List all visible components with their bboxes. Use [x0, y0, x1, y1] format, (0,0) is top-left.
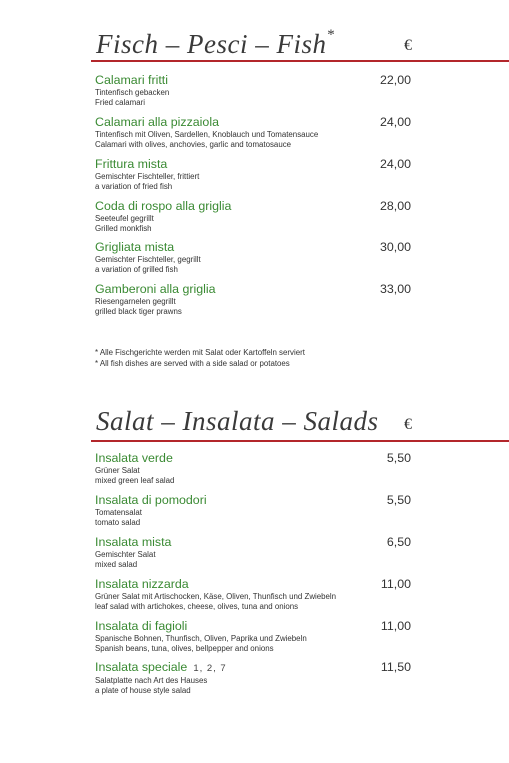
item-price: 33,00	[379, 282, 411, 296]
item-desc-en: a variation of grilled fish	[95, 265, 178, 274]
item-name: Calamari fritti	[95, 73, 168, 87]
salad-section-title: Salat – Insalata – Salads	[96, 406, 379, 436]
menu-item	[95, 240, 411, 275]
item-name: Insalata nizzarda	[95, 577, 189, 591]
item-name: Gamberoni alla griglia	[95, 282, 216, 296]
item-price: 24,00	[379, 157, 411, 171]
item-desc-de: Tintenfisch gebacken	[95, 88, 170, 97]
salad-divider	[91, 440, 509, 442]
item-desc-en: tomato salad	[95, 518, 141, 527]
item-desc-en: mixed salad	[95, 560, 138, 569]
menu-item	[95, 451, 411, 486]
item-desc-de: Riesengarnelen gegrillt	[95, 297, 176, 306]
item-desc-de: Gemischter Fischteller, frittiert	[95, 172, 200, 181]
item-desc-en: grilled black tiger prawns	[95, 307, 182, 316]
item-name: Insalata verde	[95, 451, 173, 465]
item-price: 22,00	[379, 73, 411, 87]
item-desc-en: Fried calamari	[95, 98, 145, 107]
item-name: Insalata di fagioli	[95, 619, 188, 633]
menu-item	[95, 157, 411, 192]
item-name: Coda di rospo alla griglia	[95, 199, 232, 213]
item-desc-de: Salatplatte nach Art des Hauses	[95, 676, 208, 685]
fish-currency-header: €	[404, 37, 412, 54]
footnote-en: * All fish dishes are served with a side salad or potatoes	[95, 358, 290, 368]
item-name: Grigliata mista	[95, 240, 175, 254]
item-desc-de: Tomatensalat	[95, 508, 142, 517]
item-price: 24,00	[379, 115, 411, 129]
menu-item	[95, 493, 411, 528]
item-desc-en: a plate of house style salad	[95, 686, 191, 695]
fish-divider	[91, 60, 509, 62]
item-price: 11,00	[380, 577, 411, 591]
item-name: Frittura mista	[95, 157, 168, 171]
item-name: Insalata speciale 1, 2, 7	[95, 660, 227, 674]
item-price: 11,00	[380, 619, 411, 633]
item-price: 30,00	[379, 240, 411, 254]
footnote-de: * Alle Fischgerichte werden mit Salat oder Kartoffeln serviert	[95, 348, 305, 357]
item-desc-en: Grilled monkfish	[95, 224, 152, 233]
menu-item	[95, 199, 411, 234]
menu-item	[95, 619, 411, 654]
item-price: 5,50	[386, 451, 411, 465]
item-desc-en: Calamari with olives, anchovies, garlic and tomatosauce	[95, 140, 292, 149]
item-desc-de: Gemischter Salat	[95, 550, 156, 559]
item-desc-en: a variation of fried fish	[95, 182, 173, 191]
item-price: 5,50	[386, 493, 411, 507]
menu-item	[95, 660, 411, 696]
item-name: Insalata mista	[95, 535, 172, 549]
item-desc-de: Grüner Salat mit Artischocken, Käse, Oliven, Thunfisch und Zwiebeln	[95, 592, 337, 601]
item-desc-en: Spanish beans, tuna, olives, bellpepper and onions	[95, 644, 274, 653]
item-price: 6,50	[386, 535, 411, 549]
item-desc-de: Grüner Salat	[95, 466, 140, 475]
fish-footnotes	[95, 348, 305, 370]
salad-currency-header: €	[404, 416, 412, 433]
menu-item	[95, 73, 411, 108]
item-desc-en: leaf salad with artichokes, cheese, olives, tuna and onions	[95, 602, 299, 611]
item-desc-en: mixed green leaf salad	[95, 476, 175, 485]
menu-item	[95, 535, 411, 570]
menu-item	[95, 282, 411, 317]
item-name: Calamari alla pizzaiola	[95, 115, 219, 129]
item-desc-de: Tintenfisch mit Oliven, Sardellen, Knoblauch und Tomatensauce	[95, 130, 319, 139]
item-name: Insalata di pomodori	[95, 493, 207, 507]
menu-item	[95, 577, 411, 612]
fish-section-title: Fisch – Pesci – Fish*	[96, 27, 335, 59]
item-desc-de: Seeteufel gegrillt	[95, 214, 154, 223]
item-price: 11,50	[380, 660, 411, 674]
item-price: 28,00	[379, 199, 411, 213]
menu-item	[95, 115, 411, 150]
item-desc-de: Spanische Bohnen, Thunfisch, Oliven, Paprika und Zwiebeln	[95, 634, 307, 643]
item-desc-de: Gemischter Fischteller, gegrillt	[95, 255, 201, 264]
allergen-codes: 1, 2, 7	[193, 663, 227, 674]
